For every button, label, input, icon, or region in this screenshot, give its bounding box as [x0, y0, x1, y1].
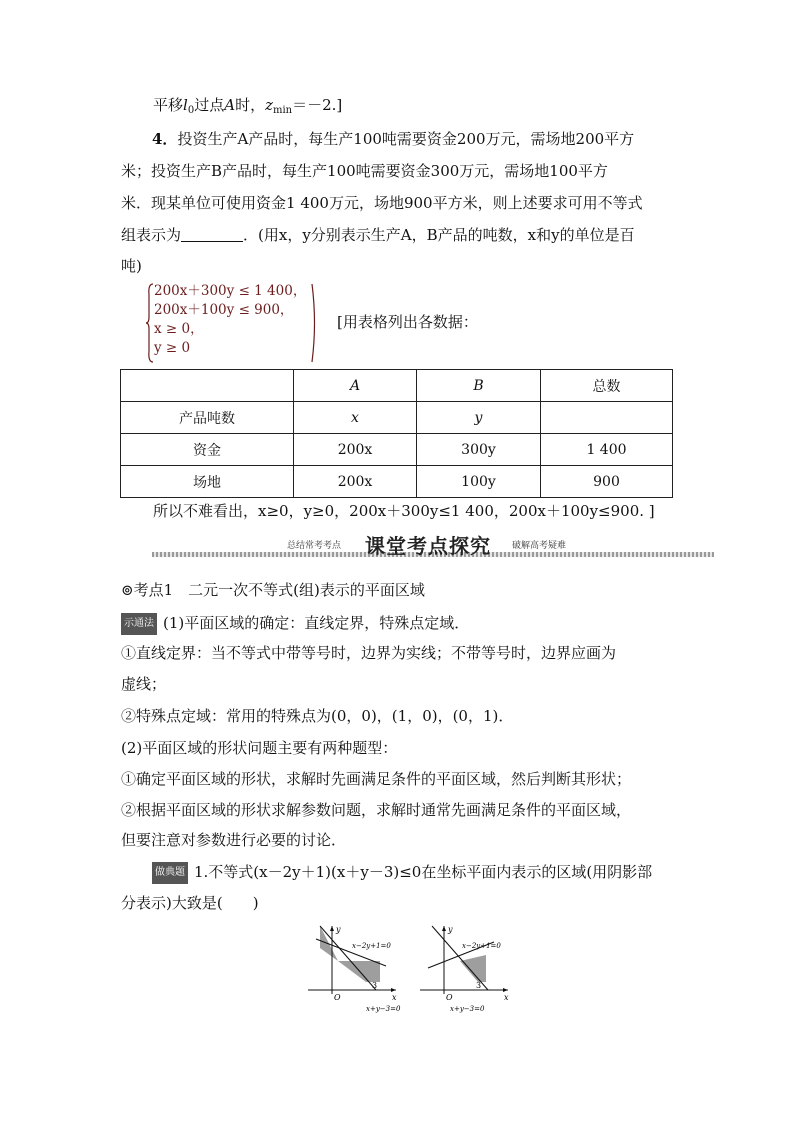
axis-label-x: x: [392, 993, 397, 1002]
text: 1.不等式(x－2y＋1)(x＋y－3)≤0在坐标平面内表示的区域(用阴影部: [194, 863, 653, 881]
text: z: [265, 96, 273, 114]
text: 时，: [235, 96, 266, 114]
system-row: 200x＋300y ≤ 1 400，: [154, 283, 307, 299]
table-cell: 100y: [417, 466, 541, 498]
origin-label: O: [446, 993, 453, 1002]
system-row: x ≥ 0，: [154, 321, 204, 337]
axis-label-x: x: [504, 993, 509, 1002]
text: ．(用x，y分别表示生产A，B产品的吨数，x和y的单位是百: [243, 226, 635, 244]
para-4: (2)平面区域的形状问题主要有两种题型：: [121, 739, 398, 757]
text: l: [183, 96, 188, 114]
system-row: y ≥ 0: [154, 340, 191, 356]
subscript: min: [272, 105, 293, 116]
table-header-row: [121, 370, 673, 402]
section-banner: [152, 532, 714, 558]
text: 组表示为: [121, 226, 182, 244]
problem4-line5: 吨): [121, 257, 142, 275]
shaded-region: [460, 955, 486, 982]
example-line2: 分表示)大致是( ): [121, 894, 259, 912]
text: 平移: [153, 96, 184, 114]
table-cell: 资金: [121, 434, 294, 466]
table-cell: 场地: [121, 466, 294, 498]
previous-answer-line: [153, 95, 342, 121]
text: (1)平面区域的确定：直线定界，特殊点定域．: [163, 614, 470, 632]
line-label: x+y−3=0: [450, 1005, 485, 1013]
table-cell: B: [417, 370, 541, 402]
table-cell: [121, 370, 294, 402]
banner-title: 课堂考点探究: [365, 534, 491, 558]
shaded-region: [338, 961, 380, 982]
table-row: [121, 466, 673, 498]
banner-right-text: 破解高考疑难: [512, 541, 567, 551]
example-line1: [152, 862, 652, 884]
line-label: x−2y+1=0: [352, 942, 391, 950]
problem4-line2: 米；投资生产B产品时，每生产100吨需要资金300万元，需场地100平方: [121, 162, 608, 180]
subscript: 0: [187, 105, 195, 116]
line-label: x−2y+1=0: [462, 942, 501, 950]
para-2a: ①直线定界：当不等式中带等号时，边界为实线；不带等号时，边界应画为: [121, 644, 617, 662]
table-cell: 200x: [294, 466, 417, 498]
text: A: [224, 96, 236, 114]
para-1: [121, 613, 469, 635]
section-title: [121, 580, 425, 600]
text: ＝－2.]: [292, 96, 343, 114]
text: 投资生产A产品时，每生产100吨需要资金200万元，需场地200平方: [177, 130, 635, 148]
table-cell: A: [294, 370, 417, 402]
table-cell: x: [294, 402, 417, 434]
data-table: [120, 369, 673, 498]
para-6a: ②根据平面区域的形状求解参数问题，求解时通常先画满足条件的平面区域，: [121, 801, 632, 819]
banner-left-text: 总结常考考点: [287, 541, 342, 551]
text: 考点1 二元一次不等式(组)表示的平面区域: [133, 581, 425, 599]
answer-blank: [181, 227, 243, 242]
problem4-line4: [121, 225, 635, 245]
para-5: ①确定平面区域的形状，求解时先画满足条件的平面区域，然后判断其形状；: [121, 770, 632, 788]
table-cell: 1 400: [541, 434, 673, 466]
table-cell: 900: [541, 466, 673, 498]
problem4-line1: [152, 129, 634, 149]
table-cell: [541, 402, 673, 434]
problem4-line3: 米．现某单位可使用资金1 400万元，场地900平方米，则上述要求可用不等式: [121, 194, 643, 212]
table-row: [121, 434, 673, 466]
table-cell: 产品吨数: [121, 402, 294, 434]
table-cell: 300y: [417, 434, 541, 466]
text: 过点: [194, 96, 225, 114]
example-tag: 做典题: [152, 862, 188, 884]
conclusion-line: 所以不难看出，x≥0，y≥0，200x＋300y≤1 400，200x＋100y≤900. ]: [153, 502, 655, 520]
tick-label: 3: [476, 981, 482, 990]
table-intro: [用表格列出各数据：: [337, 313, 478, 331]
origin-label: O: [334, 993, 341, 1002]
left-brace-icon: [146, 283, 154, 363]
inequality-system: [148, 283, 318, 363]
table-cell: 200x: [294, 434, 417, 466]
para-6b: 但要注意对参数进行必要的讨论．: [121, 831, 347, 849]
problem-number: 4．: [152, 130, 178, 148]
option-graph-a: [306, 924, 406, 1018]
table-row: [121, 402, 673, 434]
tick-label: 3: [372, 981, 378, 990]
target-icon: ⊚: [121, 581, 134, 599]
para-3: ②特殊点定域：常用的特殊点为(0，0)，(1，0)，(0，1)．: [121, 707, 514, 725]
axis-label-y: y: [336, 925, 341, 934]
table-cell: 总数: [541, 370, 673, 402]
axis-label-y: y: [448, 925, 453, 934]
system-row: 200x＋100y ≤ 900，: [154, 302, 294, 318]
method-tag: 示通法: [121, 613, 157, 635]
line-label: x+y−3=0: [366, 1005, 401, 1013]
right-paren-icon: [311, 283, 319, 363]
para-2b: 虚线；: [121, 675, 167, 693]
option-graph-b: [418, 924, 518, 1018]
table-cell: y: [417, 402, 541, 434]
